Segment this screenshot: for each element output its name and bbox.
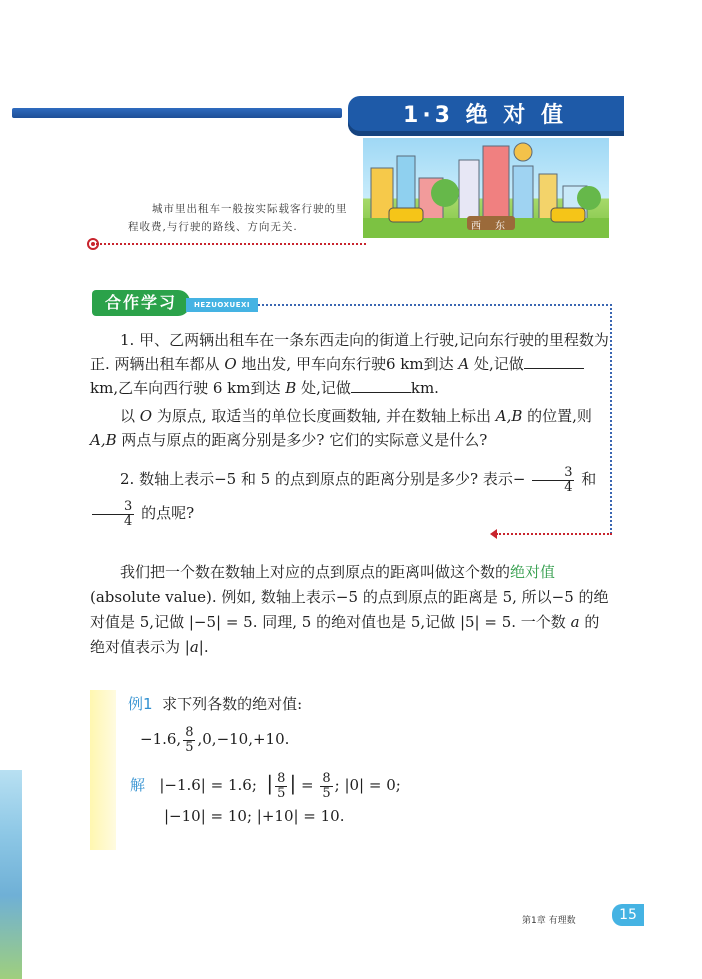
left-edge-decoration	[0, 770, 22, 979]
coop-learning-label: 合作学习	[92, 290, 190, 316]
dotted-divider	[96, 243, 366, 245]
example-1-solution: 解 |−1.6| = 1.6; | $\frac{8}{5}$ | = $\frac{8}{5}$ ; |0| = 0;	[130, 770, 401, 801]
example-label: 例1	[128, 695, 153, 713]
section-header-bar	[12, 108, 342, 118]
problem-1-continued: 以 O 为原点, 取适当的单位长度画数轴, 并在数轴上标出 A,B 的位置,则 A,B 两点与原点的距离分别是多少? 它们的实际意义是什么?	[90, 407, 592, 449]
blank-1[interactable]	[524, 355, 584, 369]
term-absolute-value: 绝对值	[510, 563, 556, 581]
coop-frame-right	[610, 304, 612, 534]
coop-frame-bottom	[496, 533, 612, 535]
example-1-solution-line2: |−10| = 10; |+10| = 10.	[164, 807, 345, 825]
page-number: 15	[612, 904, 644, 926]
problem-2-text: 2. 数轴上表示−5 和 5 的点到原点的距离分别是多少? 表示− $\frac{3}{4}$ 和 $\frac{3}{4}$ 的点呢?	[90, 462, 610, 530]
intro-text: 城市里出租车一般按实际载客行驶的里程收费,与行驶的路线、方向无关.	[128, 203, 348, 233]
coop-learning-subtitle: HEZUOXUEXI	[186, 298, 258, 312]
fraction-8-5-abs: $\frac{8}{5}$	[277, 770, 286, 801]
coop-frame-top	[258, 304, 612, 306]
example-1-heading: 例1 求下列各数的绝对值:	[128, 695, 303, 713]
city-scene-graphic	[363, 138, 609, 238]
example-1-list: −1.6, $\frac{8}{5}$ ,0,−10,+10.	[140, 724, 290, 755]
arrow-left-icon	[490, 529, 497, 539]
city-street-illustration	[363, 138, 609, 238]
problem-1-text: 1. 甲、乙两辆出租车在一条东西走向的街道上行驶,记向东行驶的里程数为正. 两辆出租车都从 O 地出发, 甲车向东行驶6 km到达 A 处,记做km,乙车向西行驶 6 km到达 B 处,记做 km.	[90, 331, 609, 397]
fraction-3-4: $\frac{3}{4}$	[532, 466, 574, 495]
sign-west: 西	[471, 221, 481, 232]
blank-2[interactable]	[351, 379, 411, 393]
fraction-8-5-result: $\frac{8}{5}$	[322, 770, 331, 801]
footer-chapter: 第1章 有理数	[522, 916, 576, 926]
sign-east: 东	[495, 221, 505, 232]
definition-text: 我们把一个数在数轴上对应的点到原点的距离叫做这个数的绝对值 (absolute value). 例如, 数轴上表示−5 的点到原点的距离是 5, 所以−5 的绝对值是 5,记做 |−5| = 5. 同理, 5 的绝对值也是 5,记做 |5| = 5. 一个数 a 的绝对值表示为 |a|.	[90, 563, 609, 656]
fraction-3-4-b: $\frac{3}{4}$	[92, 500, 134, 529]
example-highlight-bar	[90, 690, 116, 850]
section-title: 1·3 绝 对 值	[403, 103, 567, 128]
fraction-8-5: $\frac{8}{5}$	[185, 724, 194, 755]
solution-label: 解	[130, 776, 146, 794]
